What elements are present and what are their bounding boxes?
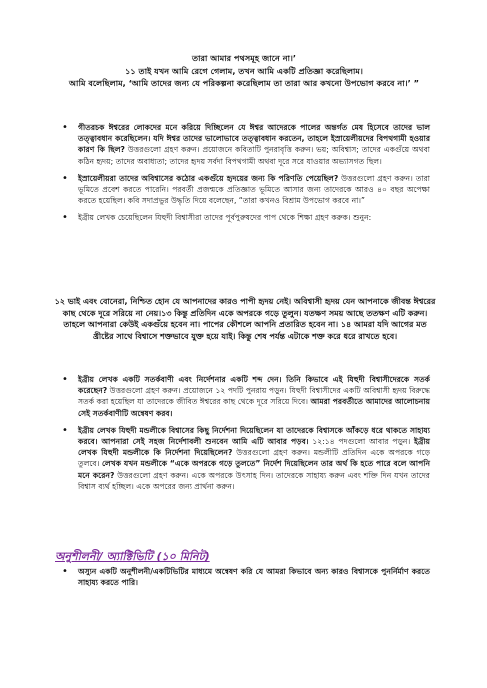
question-text: লেখক যখন মন্ডলীকে “একে অপরকে গড়ে তুলতে” নির্দেশ দিয়েছিলেন তার অর্থ কি হতে পারে বলে আপনি মনে করেন? <box>78 459 430 480</box>
question-text: ইব্রীয় লেখক যিহুদী মন্ডলীকে কি নির্দেশনা দিয়েছিলেন? <box>78 437 430 458</box>
question-text: ইস্রায়েলীয়রা তাদের অবিশ্বাসের কঠোর একগুঁয়ে হৃদয়ের জন্য কি পরিণতি পেয়েছিল? <box>78 173 339 183</box>
activity-text: অস্যুন একটি অনুশীলনী/একটিভিটির মাধ্যমে অন্বেষণ করি যে আমরা কিভাবে অন্য কারও বিশ্বাসকে পুনর্নির্মাণ করতে সাহায্য করতে পারি। <box>78 567 430 588</box>
quote-line-3: আমি বলেছিলাম, ‘আমি তাদের জন্য যে পরিকল্পনা করেছিলাম তা তারা আর কখনো উপভোগ করবে না।’ ” <box>69 78 419 88</box>
answer-text: উত্তরগুলো গ্রহণ করুন। মন্ডলীটি প্রতিদিন একে অপরকে গড়ে তুলবে। <box>78 448 431 469</box>
question-text: ইব্রীয় লেখক যিহুদী মন্ডলীকে বিশ্বাসের কিছু নির্দেশনা দিয়েছিলেন যা তাদেরকে বিশ্বাসকে আঁকড়ে ধরে থাকতে সাহায্য করবে। আপনারা সেই সহজ নির্দেশাবলী শুনবেন আমি এটি আবার পড়ব। <box>78 425 430 447</box>
answer-text: ১২:১৪ পদগুলো আবার পড়ুন। <box>308 437 414 447</box>
question-list-2 <box>60 374 430 492</box>
list-item <box>60 122 430 167</box>
question-list-1 <box>60 122 430 224</box>
answer-text: উত্তরগুলো গ্রহণ করুন। প্রয়োজনে কবিতাটি পুনরাবৃত্তি করুন। ভয়; অবিশ্বাস; তাদের একগুঁয়ে অথবা কঠিন হৃদয়; তাদের অবাধ্যতা; তাদের হৃদয় সর্বদা বিপথগামী অথবা দূরে সরে যাওয়ার অভ্যাসগত ছিল। <box>78 145 430 166</box>
list-item <box>60 374 430 419</box>
quote-line-1: তারা আমার পথসমূহ জানে না।’ <box>191 53 297 63</box>
list-item <box>60 425 430 492</box>
question-text: ইব্রীয় লেখক একটি সতর্কবাণী এবং নির্দেশনার একটি শব্দ দেন। তিনি কিভাবে এই যিহুদী বিশ্বাসীদেরকে সতর্ক করেছেন? <box>78 375 430 396</box>
list-item <box>60 566 430 588</box>
answer-text: উত্তরগুলো গ্রহণ করুন। প্রয়োজনে ১২ পদটি পুনরায় পড়ুন। যিহুদী বিশ্বাসীদের একটি অবিশ্বাসী হৃদয় বিরুদ্ধে সতর্ক করা হয়েছিল যা তাদেরকে জীবিত ঈশ্বরের কাছ থেকে দূরে সরিয়ে দিবে। <box>78 386 430 407</box>
answer-text: উত্তরগুলো গ্রহণ করুন। একে অপরকে উৎসাহ দিন। তাদেরকে সাহায্য করুন এবং শক্তি দিন যখন তাদের বিশ্বাস ব্যর্থ হচ্ছিল। একে অপরের জন্য প্রার্থনা করুন। <box>78 470 430 491</box>
answer-text: উত্তরগুলো গ্রহণ করুন। তারা ভূমিতে প্রবেশ করতে পারেনি। পরবর্তী প্রজন্মকে প্রতিজ্ঞাত ভূমিতে আসার জন্য তাদেরকে আরও ৪০ বছর অপেক্ষা করতে হয়েছিল। কবি সদাপ্রভুর উদ্ধৃতি দিয়ে বলেছেন, “তারা কখনও বিশ্রাম উপভোগ করবে না।” <box>78 173 430 206</box>
list-item <box>60 173 430 207</box>
list-item <box>60 212 430 223</box>
activity-heading: অনুশীলনী/ অ্যাক্টিভিটি (১০ মিনিট) <box>55 550 210 563</box>
instruction-text: ইব্রীয় লেখক চেয়েছিলেন যিহুদী বিশ্বাসীরা তাদের পূর্বপুরুষদের পাপ থেকে শিক্ষা গ্রহণ করুক। শুনুন: <box>78 213 372 223</box>
question-text: গীতরচক ঈশ্বরের লোকদের মনে করিয়ে দিচ্ছিলেন যে ঈশ্বর আদেরকে পালের অন্তর্গত মেষ হিসেবে তাদের ভাল তত্ত্বাবধান করেছিলেন। যদি ঈশ্বর তাদের ভালোভাবে তত্ত্বাবধান করতেন, তাহলে ইস্রায়েলীয়দের বিপথগামী হওয়ার কারণ কি ছিল? <box>78 123 430 155</box>
activity-list <box>60 566 430 588</box>
scripture-quote <box>56 52 432 90</box>
scripture-passage: ১২ ভাই এবং বোনেরা, নিশ্চিত হোন যে আপনাদের কারও পাপী হৃদয় নেই। অবিশ্বাসী হৃদয় যেন আপনাকে জীবন্ত ঈশ্বরের কাছ থেকে দূরে সরিয়ে না নেয়।১৩ কিন্তু প্রতিদিন একে অপরকে গড়ে তুলুন। যতক্ষণ সময় আছে ততক্ষণ এটি করুন। তাহলে আপনারা কেউই একগুঁয়ে হবেন না। পাপের কৌশলে আপনি প্রতারিত হবেন না। ১৪ আমরা যদি আগের মত খ্রীষ্টের সাথে বিশ্বাসে শক্তভাবে যুক্ত হয়ে যাই। কিন্তু শেষ পর্যন্ত এটাকে শক্ত করে ধরে রাখতে হবে। <box>54 297 436 341</box>
quote-line-2: ১১ তাই যখন আমি রেগে গেলাম, তখন আমি একটি প্রতিজ্ঞা করেছিলাম। <box>125 65 363 76</box>
note-text: আমরা পরবর্তীতে আমাদের আলোচনায় সেই সতর্কবাণীটি অন্বেষণ করব। <box>78 397 430 418</box>
